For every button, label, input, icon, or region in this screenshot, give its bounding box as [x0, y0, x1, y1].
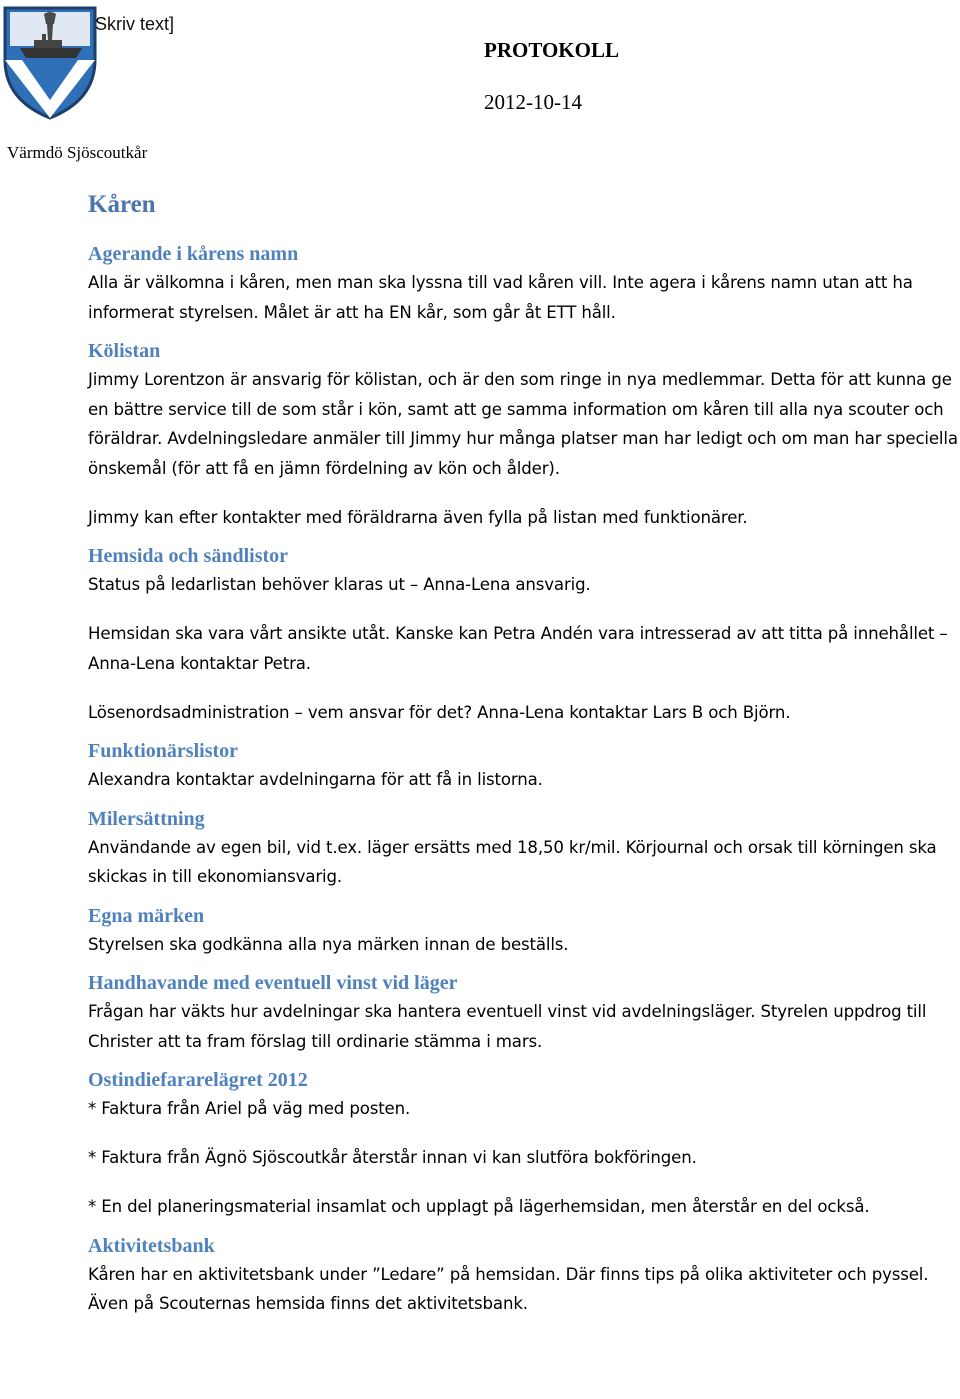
document-title: PROTOKOLL — [484, 38, 619, 62]
section-paragraph: Jimmy Lorentzon är ansvarig för kölistan, och är den som ringe in nya medlemmar. Detta för att kunna ge en bättre service till de som står i kön, samt att ge samma information om kåren till alla nya scouter och föräldrar. Avdelningsledare anmäler till Jimmy hur många platser man har ledigt och om man har speciella önskemål (för att få en jämn fördelning av kön och ålder). — [88, 370, 958, 478]
section-heading: Agerande i kårens namn — [88, 243, 299, 265]
section-paragraph: Frågan har väkts hur avdelningar ska hantera eventuell vinst vid avdelningsläger. Styrelen uppdrog till Christer att ta fram förslag till ordinarie stämma i mars. — [88, 1002, 927, 1051]
section-heading: Handhavande med eventuell vinst vid läger — [88, 972, 458, 994]
section-paragraph: Status på ledarlistan behöver klaras ut – Anna-Lena ansvarig. — [88, 575, 591, 594]
section — [88, 902, 960, 960]
section-paragraph: * Faktura från Ariel på väg med posten. — [88, 1099, 411, 1118]
section — [88, 1066, 960, 1222]
section-paragraph: Styrelsen ska godkänna alla nya märken innan de beställs. — [88, 934, 569, 954]
section-paragraph: Kåren har en aktivitetsbank under ”Ledare” på hemsidan. Där finns tips på olika aktiviteter och pyssel. Även på Scouternas hemsida finns det aktivitetsbank. — [88, 1264, 929, 1313]
organization-logo — [0, 0, 100, 122]
main-heading: Kåren — [88, 191, 156, 218]
section-paragraph: Lösenordsadministration – vem ansvar för det? Anna-Lena kontaktar Lars B och Björn. — [88, 702, 791, 722]
section — [88, 737, 960, 795]
organization-name: Värmdö Sjöscoutkår — [7, 143, 148, 162]
section — [88, 542, 960, 727]
document-date: 2012-10-14 — [484, 90, 582, 114]
section-heading: Milersättning — [88, 807, 205, 830]
section-paragraph: * En del planeringsmaterial insamlat och upplagt på lägerhemsidan, men återstår en del också. — [88, 1197, 870, 1216]
section — [88, 240, 960, 327]
section-heading: Kölistan — [88, 340, 161, 362]
document-body — [88, 188, 960, 1329]
section-paragraph: Jimmy kan efter kontakter med föräldrarna även fylla på listan med funktionärer. — [88, 507, 748, 527]
section-paragraph: Användande av egen bil, vid t.ex. läger ersätts med 18,50 kr/mil. Körjournal och orsak till körningen ska skickas in till ekonomiansvarig. — [88, 837, 937, 886]
section-paragraph: Hemsidan ska vara vårt ansikte utåt. Kanske kan Petra Andén vara intresserad av att titta på innehållet – Anna-Lena kontaktar Petra. — [88, 624, 948, 673]
sections-container — [88, 240, 960, 1319]
section-paragraph: Alexandra kontaktar avdelningarna för att få in listorna. — [88, 770, 543, 789]
section — [88, 969, 960, 1056]
section-heading: Ostindiefararelägret 2012 — [88, 1069, 308, 1091]
section-heading: Egna märken — [88, 904, 205, 927]
section-heading: Funktionärslistor — [88, 740, 239, 762]
section-heading: Aktivitetsbank — [88, 1234, 215, 1257]
section — [88, 337, 960, 532]
shield-ship-emblem-icon — [0, 0, 100, 122]
section-heading: Hemsida och sändlistor — [88, 545, 289, 567]
section-paragraph: Alla är välkomna i kåren, men man ska lyssna till vad kåren vill. Inte agera i kårens namn utan att ha informerat styrelsen. Målet är att ha EN kår, som går åt ETT håll. — [88, 273, 913, 322]
section — [88, 1232, 960, 1319]
section — [88, 805, 960, 892]
section-paragraph: * Faktura från Ägnö Sjöscoutkår återstår innan vi kan slutföra bokföringen. — [88, 1148, 697, 1167]
header-placeholder-text: Skriv text] — [95, 14, 175, 34]
